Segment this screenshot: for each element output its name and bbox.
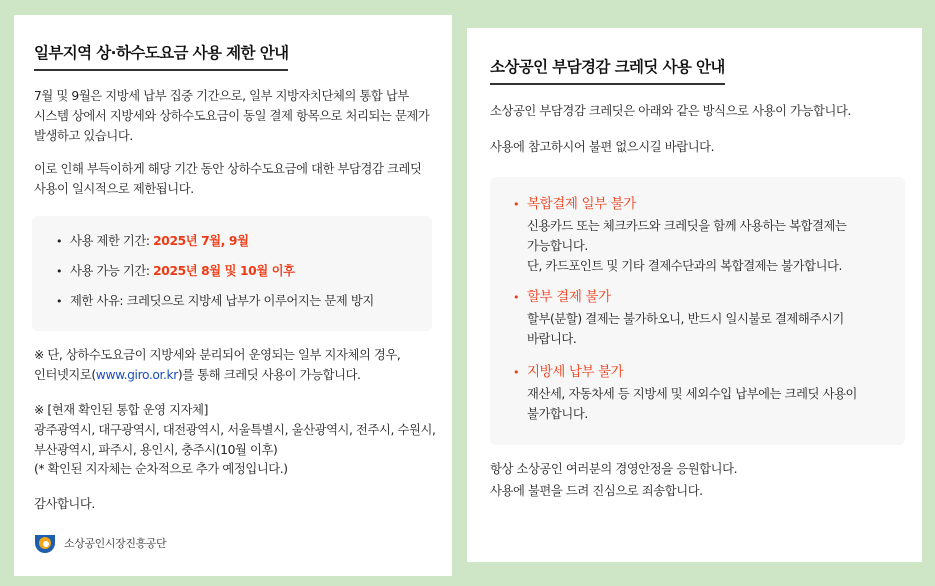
- text-line: 소상공인 부담경감 크레딧은 아래와 같은 방식으로 사용이 가능합니다.: [490, 104, 851, 118]
- closing-text: [490, 460, 737, 502]
- bullet-value: 2025년 8월 및 10월 이후: [153, 263, 295, 278]
- text-line: 바랍니다.: [527, 331, 577, 346]
- bullet-available-period: [56, 262, 374, 282]
- text-line: 가능합니다.: [527, 238, 588, 253]
- notice-title: 일부지역 상·하수도요금 사용 제한 안내: [34, 41, 288, 71]
- text-line: 재산세, 자동차세 등 지방세 및 세외수입 납부에는 크레딧 사용이: [527, 387, 858, 401]
- rule-title: • 복합결제 일부 불가: [513, 195, 847, 217]
- municipality-list: [34, 401, 435, 480]
- restriction-notice-card: [14, 15, 452, 576]
- semas-logo: [34, 533, 166, 553]
- text-line: (* 확인된 지자체는 순차적으로 추가 예정입니다.): [34, 462, 288, 477]
- text-line: 할부(분할) 결제는 불가하오니, 반드시 일시불로 결제해주시기: [527, 312, 844, 326]
- bullet-label: 제한 사유: 크레딧으로 지방세 납부가 이루어지는 문제 방지: [70, 293, 374, 308]
- rule-title: • 할부 결제 불가: [513, 288, 844, 310]
- text-line: 부산광역시, 파주시, 용인시, 충주시(10월 이후): [34, 442, 278, 457]
- semas-logo-icon: [34, 533, 56, 553]
- text-line: [34, 366, 400, 386]
- intro-1: [490, 102, 851, 122]
- text-line: 사용에 참고하시어 불편 없으시길 바랍니다.: [490, 140, 715, 154]
- rule-installment: [513, 288, 844, 346]
- rule-title: • 지방세 납부 불가: [513, 363, 857, 385]
- bullet-reason: [56, 292, 374, 312]
- paragraph-2: [34, 160, 421, 200]
- text-line: ※ [현재 확인된 통합 운영 지자체]: [34, 403, 208, 417]
- bullet-label: 사용 제한 기간:: [70, 234, 154, 248]
- text-line: ※ 단, 상하수도요금이 지방세와 분리되어 운영되는 일부 지자체의 경우,: [34, 348, 401, 362]
- paragraph-1: [34, 87, 429, 146]
- text-line: 항상 소상공인 여러분의 경영안정을 응원합니다.: [490, 462, 738, 476]
- text-line: 단, 카드포인트 및 기타 결제수단과의 복합결제는 불가합니다.: [527, 258, 843, 273]
- logo-text: 소상공인시장진흥공단: [64, 537, 167, 550]
- thanks-text: [34, 495, 95, 515]
- bullet-label: 사용 가능 기간:: [70, 263, 154, 278]
- text-line: 신용카드 또는 체크카드와 크레딧을 함께 사용하는 복합결제는: [527, 219, 847, 233]
- text-line: 시스템 상에서 지방세와 상하수도요금이 동일 결제 항목으로 처리되는 문제가: [34, 108, 430, 123]
- text-line: 불가합니다.: [527, 406, 588, 421]
- exception-note: [34, 346, 400, 386]
- intro-2: [490, 138, 714, 158]
- giro-link[interactable]: www.giro.or.kr: [95, 367, 178, 382]
- text-line: 7월 및 9월은 지방세 납부 집중 기간으로, 일부 지방자치단체의 통합 납부: [34, 89, 409, 103]
- text: )를 통해 크레딧 사용이 가능합니다.: [177, 367, 361, 382]
- rule-composite-payment: [513, 195, 847, 273]
- bullet-value: 2025년 7월, 9월: [153, 234, 249, 248]
- text-line: 발생하고 있습니다.: [34, 128, 133, 143]
- credit-usage-card: [467, 28, 922, 562]
- rule-description: [513, 217, 847, 273]
- rule-description: [513, 310, 844, 346]
- rule-local-tax: [513, 363, 858, 421]
- text-line: 사용에 불편을 드려 진심으로 죄송합니다.: [490, 484, 703, 498]
- restriction-bullets: [56, 232, 374, 311]
- text-line: 사용이 일시적으로 제한됩니다.: [34, 181, 194, 196]
- text-line: 이로 인해 부득이하게 해당 기간 동안 상하수도요금에 대한 부담경감 크레딧: [34, 162, 422, 176]
- credit-title: 소상공인 부담경감 크레딧 사용 안내: [490, 55, 725, 85]
- text: 인터넷지로(: [34, 367, 96, 382]
- rule-description: [513, 385, 858, 421]
- text-line: 감사합니다.: [34, 497, 95, 511]
- text-line: 광주광역시, 대구광역시, 대전광역시, 서울특별시, 울산광역시, 전주시, 수원시,: [34, 422, 436, 437]
- bullet-restricted-period: [56, 232, 374, 252]
